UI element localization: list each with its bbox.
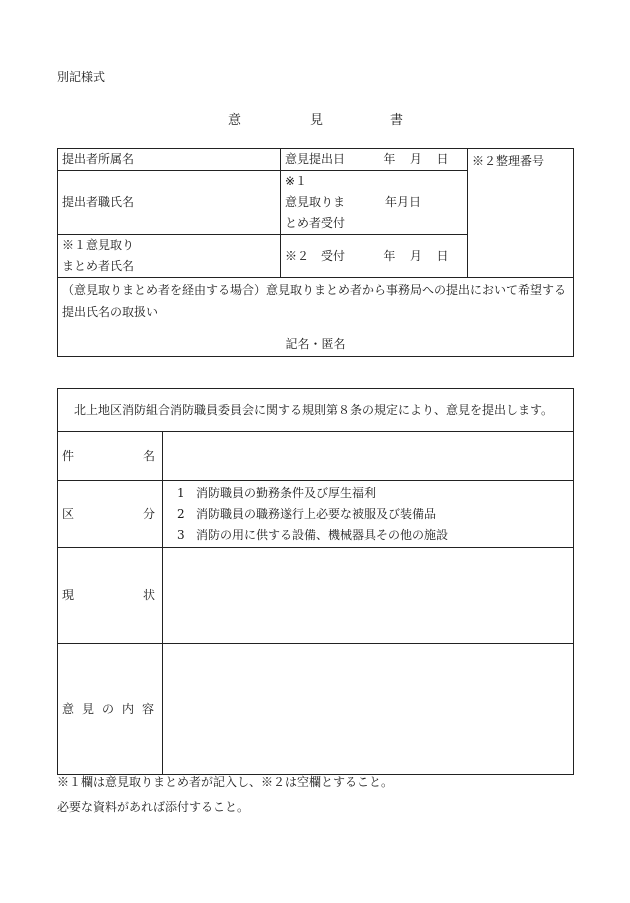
footnote-1: ※１欄は意見取りまとめ者が記入し、※２は空欄とすること。 [57, 775, 394, 789]
category-option-2[interactable] [167, 504, 569, 525]
status-field[interactable] [163, 548, 574, 644]
category-number: 1 [177, 485, 185, 500]
category-label-char: 区 [62, 506, 75, 521]
month-unit: 月 [397, 195, 410, 209]
day-unit: 日 [436, 152, 449, 166]
lead-text-cell [58, 389, 574, 432]
submitter-info-table [57, 148, 574, 357]
submit-date-cell[interactable] [281, 149, 468, 171]
year-unit: 年 [385, 195, 398, 209]
reference-number-cell[interactable] [468, 149, 574, 278]
opinion-label-cell [58, 644, 163, 775]
receipt-label: ※２ 受付 [285, 248, 346, 263]
year-unit: 年 [383, 248, 396, 263]
receipt-mark: ※１ [285, 174, 308, 188]
coordinator-receipt-cell[interactable] [281, 171, 468, 235]
coordinator-name-cell[interactable] [58, 235, 281, 278]
reference-number-label: ※２整理番号 [472, 154, 545, 168]
title-char: 書 [390, 113, 404, 128]
coordinator-name-line2: まとめ者氏名 [62, 259, 135, 273]
subject-label-char: 名 [142, 448, 155, 463]
subject-field[interactable] [163, 432, 574, 481]
subject-label-char: 件 [62, 448, 75, 463]
coordinator-name-line1: ※１意見取り [62, 238, 135, 252]
category-text: 消防職員の勤務条件及び厚生福利 [196, 485, 377, 500]
receipt-label-line1: 意見取りま [285, 195, 346, 209]
category-option-1[interactable] [167, 483, 569, 504]
footnote-2: 必要な資料があれば添付すること。 [57, 800, 250, 814]
opinion-label-char: 容 [141, 701, 154, 716]
opinion-label-char: 意 [62, 701, 75, 716]
day-unit: 日 [409, 195, 422, 209]
day-unit: 日 [436, 248, 449, 263]
name-label: 提出者職氏名 [62, 195, 135, 209]
opinion-field[interactable] [163, 644, 574, 775]
category-text: 消防の用に供する設備、機械器具その他の施設 [196, 527, 449, 542]
opinion-label-char: の [101, 701, 114, 716]
opinion-label-char: 内 [121, 701, 134, 716]
receipt-label-line2: とめ者受付 [285, 216, 346, 230]
name-handling-cell [58, 278, 574, 357]
category-number: 2 [177, 506, 185, 521]
subject-label-cell [58, 432, 163, 481]
form-label: 別記様式 [57, 70, 106, 84]
status-label-cell [58, 548, 163, 644]
category-option-3[interactable] [167, 525, 569, 546]
opinion-table [57, 388, 574, 775]
handling-note: （意見取りまとめ者を経由する場合）意見取りまとめ者から事務局への提出において希望する提出氏名の取扱い [62, 283, 567, 319]
affiliation-label: 提出者所属名 [62, 152, 135, 166]
opinion-label-char: 見 [81, 701, 94, 716]
title-char: 意 [228, 113, 242, 128]
month-unit: 月 [409, 248, 422, 263]
submit-date-label: 意見提出日 [285, 152, 346, 166]
status-label-char: 現 [62, 588, 75, 602]
category-label-char: 分 [142, 506, 155, 521]
receipt-cell[interactable] [281, 235, 468, 278]
affiliation-label-cell [58, 149, 281, 171]
status-label-char: 状 [142, 588, 155, 602]
title-char: 見 [310, 113, 324, 128]
category-number: 3 [177, 527, 185, 542]
category-text: 消防職員の職務遂行上必要な被服及び装備品 [196, 506, 437, 521]
year-unit: 年 [383, 152, 396, 166]
handling-choice[interactable]: 記名・匿名 [285, 337, 346, 351]
category-options-cell[interactable] [163, 481, 574, 548]
lead-text: 北上地区消防組合消防職員委員会に関する規則第８条の規定により、意見を提出します。 [74, 402, 554, 417]
month-unit: 月 [409, 152, 422, 166]
name-label-cell [58, 171, 281, 235]
category-label-cell [58, 481, 163, 548]
